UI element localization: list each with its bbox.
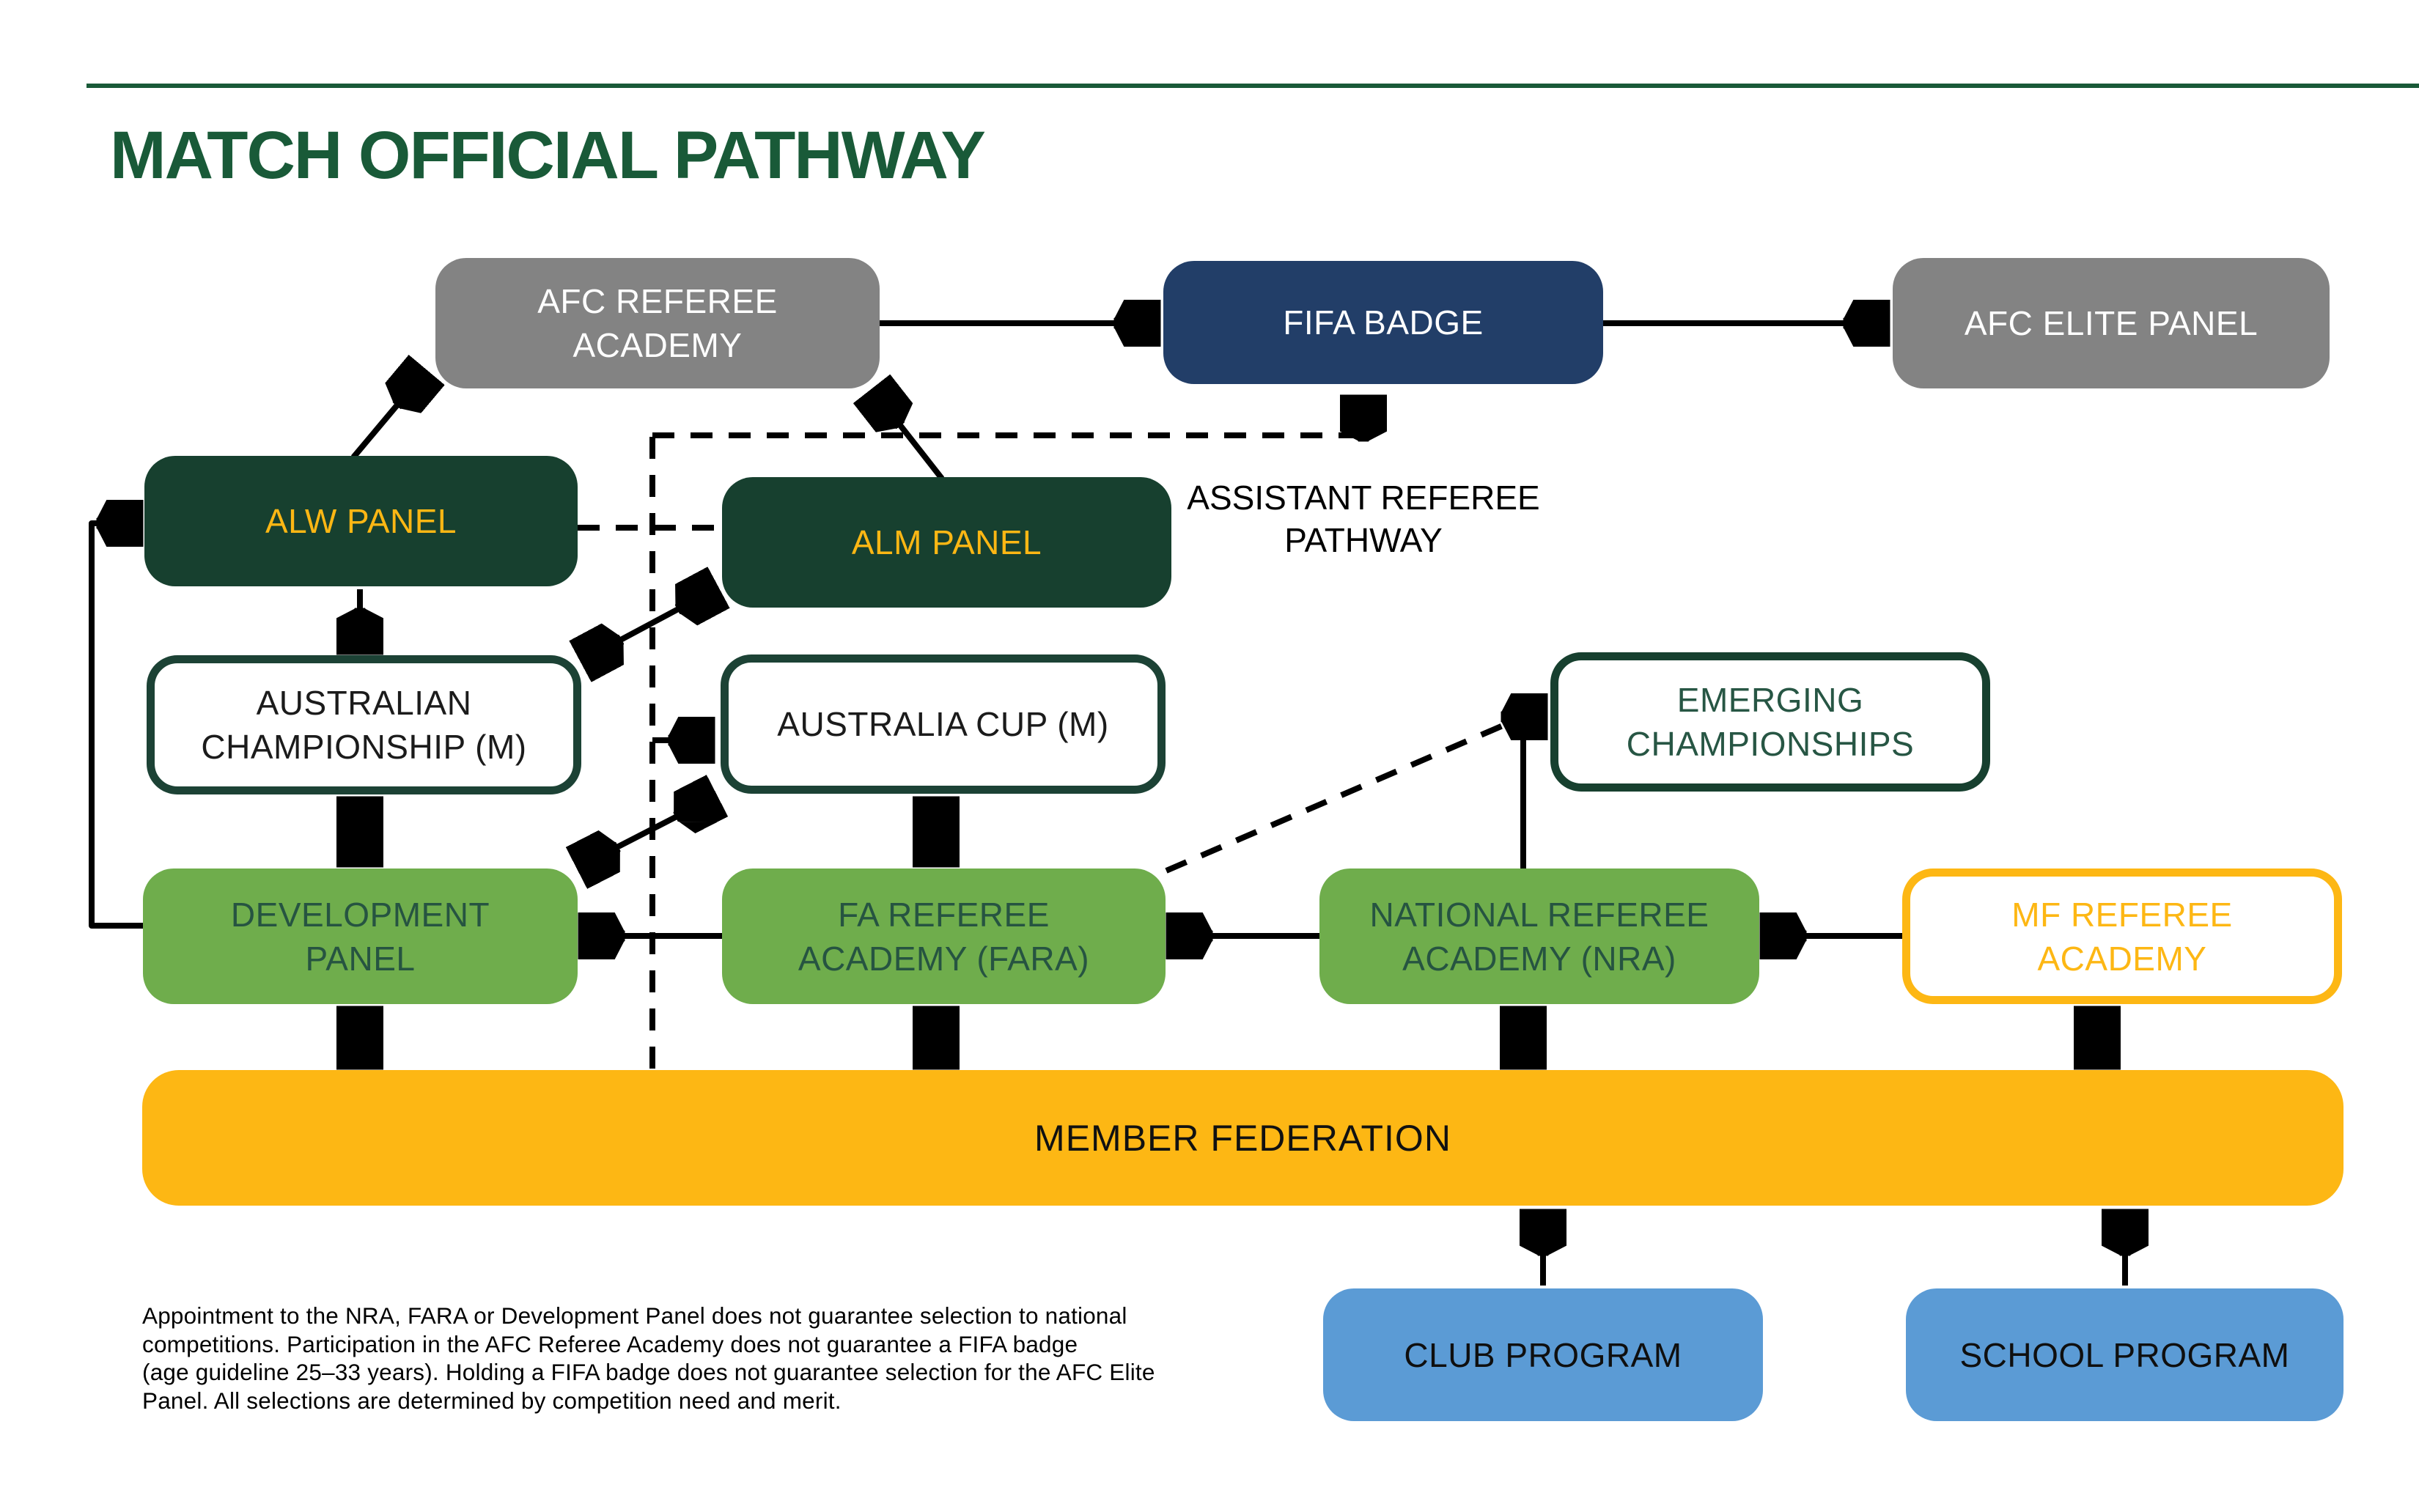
annotation-line: PATHWAY — [1284, 521, 1443, 559]
node-label: ACADEMY — [2037, 939, 2207, 978]
node-label: AUSTRALIAN — [256, 684, 472, 722]
node-australian-championship — [147, 655, 581, 794]
node-national-referee-academy — [1319, 869, 1759, 1004]
node-label: PANEL — [305, 939, 416, 978]
node-label: DEVELOPMENT — [230, 895, 490, 934]
node-label: CLUB PROGRAM — [1404, 1335, 1682, 1374]
node-club-program — [1323, 1288, 1763, 1421]
arrow-development-australia-cup — [583, 799, 711, 865]
node-alw-panel — [144, 456, 578, 586]
node-australia-cup — [721, 654, 1166, 794]
footnote-line: competitions. Participation in the AFC Referee Academy does not guarantee a FIFA badge — [142, 1330, 1078, 1357]
arrow-alw-to-afc-academy — [353, 375, 422, 457]
node-label: EMERGING — [1676, 681, 1864, 719]
dashed-fara-to-emerging — [1166, 717, 1523, 871]
page-title: MATCH OFFICIAL PATHWAY — [110, 118, 984, 193]
footnote-line: (age guideline 25–33 years). Holding a FIFA badge does not guarantee selection for the AFC Elite — [142, 1359, 1155, 1385]
node-alm-panel — [722, 477, 1171, 608]
node-mf-referee-academy — [1902, 869, 2342, 1004]
node-label: ACADEMY (FARA) — [798, 939, 1090, 978]
node-label: AFC REFEREE — [537, 282, 778, 320]
node-afc-referee-academy — [435, 258, 880, 388]
assistant-referee-pathway-label — [1180, 476, 1547, 561]
node-label: AFC ELITE PANEL — [1964, 304, 2258, 342]
node-label: MEMBER FEDERATION — [1034, 1117, 1451, 1159]
node-label: MF REFEREE — [2011, 895, 2233, 934]
node-label: CHAMPIONSHIP (M) — [201, 728, 527, 766]
node-label: FA REFEREE — [838, 895, 1050, 934]
node-development-panel — [143, 869, 578, 1004]
arrow-development-loop-to-alw — [92, 523, 143, 926]
node-label: ALM PANEL — [851, 523, 1042, 561]
footnote — [142, 1302, 1242, 1415]
node-label: CHAMPIONSHIPS — [1626, 725, 1915, 763]
footnote-line: Appointment to the NRA, FARA or Development Panel does not guarantee selection to national — [142, 1302, 1127, 1329]
node-label: SCHOOL PROGRAM — [1959, 1335, 2290, 1374]
footnote-line: Panel. All selections are determined by competition need and merit. — [142, 1387, 842, 1414]
node-school-program — [1906, 1288, 2343, 1421]
node-label: ACADEMY — [572, 326, 743, 364]
node-member-federation — [142, 1070, 2343, 1206]
node-label: NATIONAL REFEREE — [1369, 895, 1709, 934]
node-label: FIFA BADGE — [1283, 303, 1484, 342]
node-fifa-badge — [1163, 261, 1603, 384]
node-emerging-championships — [1550, 652, 1990, 792]
node-afc-elite-panel — [1893, 258, 2330, 388]
arrow-nra-to-emerging-championships — [1523, 717, 1541, 869]
annotation-line: ASSISTANT REFEREE — [1187, 479, 1540, 517]
node-label: ACADEMY (NRA) — [1402, 939, 1676, 978]
node-label: AUSTRALIA CUP (M) — [777, 705, 1109, 743]
node-label: ALW PANEL — [265, 502, 457, 540]
node-fa-referee-academy — [722, 869, 1166, 1004]
